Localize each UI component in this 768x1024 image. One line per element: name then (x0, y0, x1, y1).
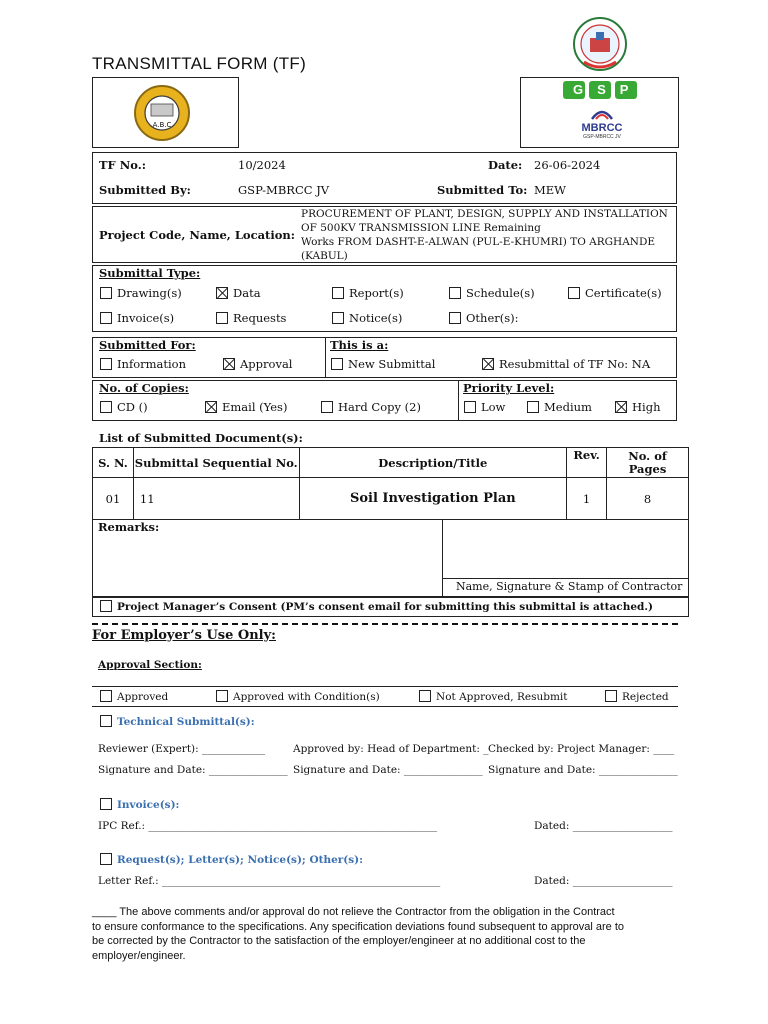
submitted-by-label: Submitted By: (99, 183, 191, 197)
disclaimer-line-3: be corrected by the Contractor to the satisfaction of the employer/engineer at no additional cost to the (92, 935, 586, 948)
checkbox-checked-icon[interactable] (482, 358, 494, 370)
checkbox-icon[interactable] (331, 358, 343, 370)
col-seq: Submittal Sequential No. (133, 448, 299, 478)
checkbox-icon[interactable] (100, 715, 112, 727)
cell-desc: Soil Investigation Plan (299, 478, 567, 520)
cell-pages: 8 (607, 478, 689, 520)
col-sn: S. N. (93, 448, 134, 478)
approved-by-field[interactable]: Approved by: Head of Department: _ (293, 743, 489, 755)
priority-high[interactable]: High (615, 400, 660, 414)
checkbox-icon[interactable] (100, 358, 112, 370)
reviewer-field[interactable]: Reviewer (Expert): ____________ (98, 743, 266, 755)
form-title: TRANSMITTAL FORM (TF) (92, 54, 307, 73)
submittal-type-reports[interactable]: Report(s) (332, 286, 404, 300)
checkbox-icon[interactable] (449, 287, 461, 299)
checkbox-checked-icon[interactable] (615, 401, 627, 413)
requests-option[interactable]: Request(s); Letter(s); Notice(s); Other(s): (100, 853, 363, 866)
table-row[interactable] (93, 478, 689, 520)
project-line-4: (KABUL) (301, 250, 348, 262)
submittal-type-drawings[interactable]: Drawing(s) (100, 286, 182, 300)
technical-submittal-option[interactable]: Technical Submittal(s): (100, 715, 255, 728)
submittal-type-label: Submittal Type: (99, 266, 201, 280)
documents-table (92, 447, 689, 520)
approval-rejected[interactable]: Rejected (605, 690, 669, 703)
submitted-to-label: Submitted To: (437, 183, 528, 197)
copies-email[interactable]: Email (Yes) (205, 400, 287, 414)
resubmittal-option[interactable]: Resubmittal of TF No: NA (482, 357, 650, 371)
submitted-for-divider (325, 337, 326, 378)
checkbox-icon[interactable] (449, 312, 461, 324)
project-label: Project Code, Name, Location: (99, 228, 295, 242)
cell-sn: 01 (93, 478, 134, 520)
remarks-divider (442, 519, 443, 597)
ipc-ref-field[interactable]: IPC Ref.: _______________________________________________________ (98, 820, 438, 832)
checked-by-field[interactable]: Checked by: Project Manager: ____ (488, 743, 675, 755)
submittal-type-data[interactable]: Data (216, 286, 261, 300)
dated-field-1[interactable]: Dated: ___________________ (534, 820, 673, 832)
submittal-type-others[interactable]: Other(s): (449, 311, 519, 325)
checkbox-checked-icon[interactable] (223, 358, 235, 370)
signature-date-field-1[interactable]: Signature and Date: _______________ (98, 764, 288, 776)
checkbox-checked-icon[interactable] (216, 287, 228, 299)
project-line-3: Works FROM DASHT-E-ALWAN (PUL-E-KHUMRI) TO ARGHANDE (301, 236, 656, 248)
submitted-for-approval[interactable]: Approval (223, 357, 292, 371)
checkbox-icon[interactable] (100, 600, 112, 612)
approval-section-label: Approval Section: (98, 659, 202, 671)
dated-field-2[interactable]: Dated: ___________________ (534, 875, 673, 887)
this-is-label: This is a: (330, 338, 389, 352)
mbrcc-emblem-icon (591, 108, 613, 120)
priority-low[interactable]: Low (464, 400, 505, 414)
disclaimer-line-1: ____ The above comments and/or approval do not relieve the Contractor from the obligation in the Contract (92, 906, 615, 918)
submitted-to-value: MEW (534, 183, 566, 197)
submitted-by-value: GSP-MBRCC JV (238, 183, 330, 197)
contractor-logo-box (92, 77, 239, 148)
submittal-type-notices[interactable]: Notice(s) (332, 311, 402, 325)
priority-medium[interactable]: Medium (527, 400, 592, 414)
checkbox-icon[interactable] (605, 690, 617, 702)
employer-separator (92, 623, 678, 625)
priority-label: Priority Level: (463, 381, 555, 395)
abc-logo-text: A.B.C (152, 121, 172, 129)
checkbox-icon[interactable] (216, 690, 228, 702)
disclaimer-line-2: to ensure conformance to the specifications. Any specification deviations found subsequent to approval are to (92, 920, 624, 933)
pm-consent-option[interactable]: Project Manager’s Consent (PM’s consent email for submitting this submittal is attached.) (100, 600, 653, 613)
invoices-option[interactable]: Invoice(s): (100, 798, 179, 811)
signature-date-field-3[interactable]: Signature and Date: _______________ (488, 764, 678, 776)
mbrcc-logo-subtext: GSP-MBRCC JV (583, 134, 621, 140)
gsp-logo-text: GSP (573, 82, 643, 97)
approval-row-line (92, 686, 678, 687)
new-submittal-option[interactable]: New Submittal (331, 357, 435, 371)
contractor-signature-label: Name, Signature & Stamp of Contractor (456, 580, 683, 593)
submittal-type-invoices[interactable]: Invoice(s) (100, 311, 174, 325)
checkbox-checked-icon[interactable] (205, 401, 217, 413)
remarks-label: Remarks: (98, 520, 160, 534)
approval-row-line-bottom (92, 706, 678, 707)
col-desc: Description/Title (299, 448, 567, 478)
checkbox-icon[interactable] (332, 287, 344, 299)
checkbox-icon[interactable] (100, 798, 112, 810)
checkbox-icon[interactable] (321, 401, 333, 413)
table-header-row (93, 448, 689, 478)
submitted-for-label: Submitted For: (99, 338, 196, 352)
copies-divider (458, 380, 459, 421)
date-value: 26-06-2024 (534, 158, 601, 172)
gsp-logo (563, 81, 643, 103)
checkbox-icon[interactable] (464, 401, 476, 413)
submittal-type-requests[interactable]: Requests (216, 311, 286, 325)
approval-not-approved[interactable]: Not Approved, Resubmit (419, 690, 568, 703)
seal-logo (572, 16, 628, 74)
jv-logo-box (520, 77, 679, 148)
disclaimer-line-4: employer/engineer. (92, 949, 186, 962)
col-rev: Rev. (567, 448, 607, 478)
checkbox-icon[interactable] (100, 690, 112, 702)
submittal-type-certificates[interactable]: Certificate(s) (568, 286, 662, 300)
checkbox-icon[interactable] (527, 401, 539, 413)
letter-ref-field[interactable]: Letter Ref.: _____________________________________________________ (98, 875, 441, 887)
copies-label: No. of Copies: (99, 381, 189, 395)
checkbox-icon[interactable] (568, 287, 580, 299)
mbrcc-logo (567, 108, 637, 146)
employer-heading: For Employer’s Use Only: (92, 628, 276, 643)
project-description (301, 207, 675, 263)
abc-logo (127, 84, 197, 142)
cell-seq: 11 (133, 478, 299, 520)
disclaimer-text (92, 905, 682, 963)
approval-approved[interactable]: Approved (100, 690, 168, 703)
approval-with-conditions[interactable]: Approved with Condition(s) (216, 690, 380, 703)
checkbox-icon[interactable] (100, 312, 112, 324)
checkbox-icon[interactable] (100, 401, 112, 413)
tf-no-label: TF No.: (99, 158, 146, 172)
tf-no-value: 10/2024 (238, 158, 286, 172)
project-line-2: OF 500KV TRANSMISSION LINE Remaining (301, 222, 541, 234)
mbrcc-logo-text: MBRCC (581, 122, 623, 134)
checkbox-icon[interactable] (419, 690, 431, 702)
checkbox-icon[interactable] (216, 312, 228, 324)
cell-rev: 1 (567, 478, 607, 520)
signature-date-field-2[interactable]: Signature and Date: _______________ (293, 764, 483, 776)
submittal-type-schedules[interactable]: Schedule(s) (449, 286, 535, 300)
checkbox-icon[interactable] (332, 312, 344, 324)
date-label: Date: (488, 158, 523, 172)
checkbox-icon[interactable] (100, 287, 112, 299)
copies-cd[interactable]: CD () (100, 400, 148, 414)
documents-label: List of Submitted Document(s): (99, 431, 303, 445)
submitted-for-information[interactable]: Information (100, 357, 186, 371)
checkbox-icon[interactable] (100, 853, 112, 865)
project-line-1: PROCUREMENT OF PLANT, DESIGN, SUPPLY AND INSTALLATION (301, 208, 668, 220)
copies-hard-copy[interactable]: Hard Copy (2) (321, 400, 421, 414)
col-pages: No. of Pages (607, 448, 689, 478)
